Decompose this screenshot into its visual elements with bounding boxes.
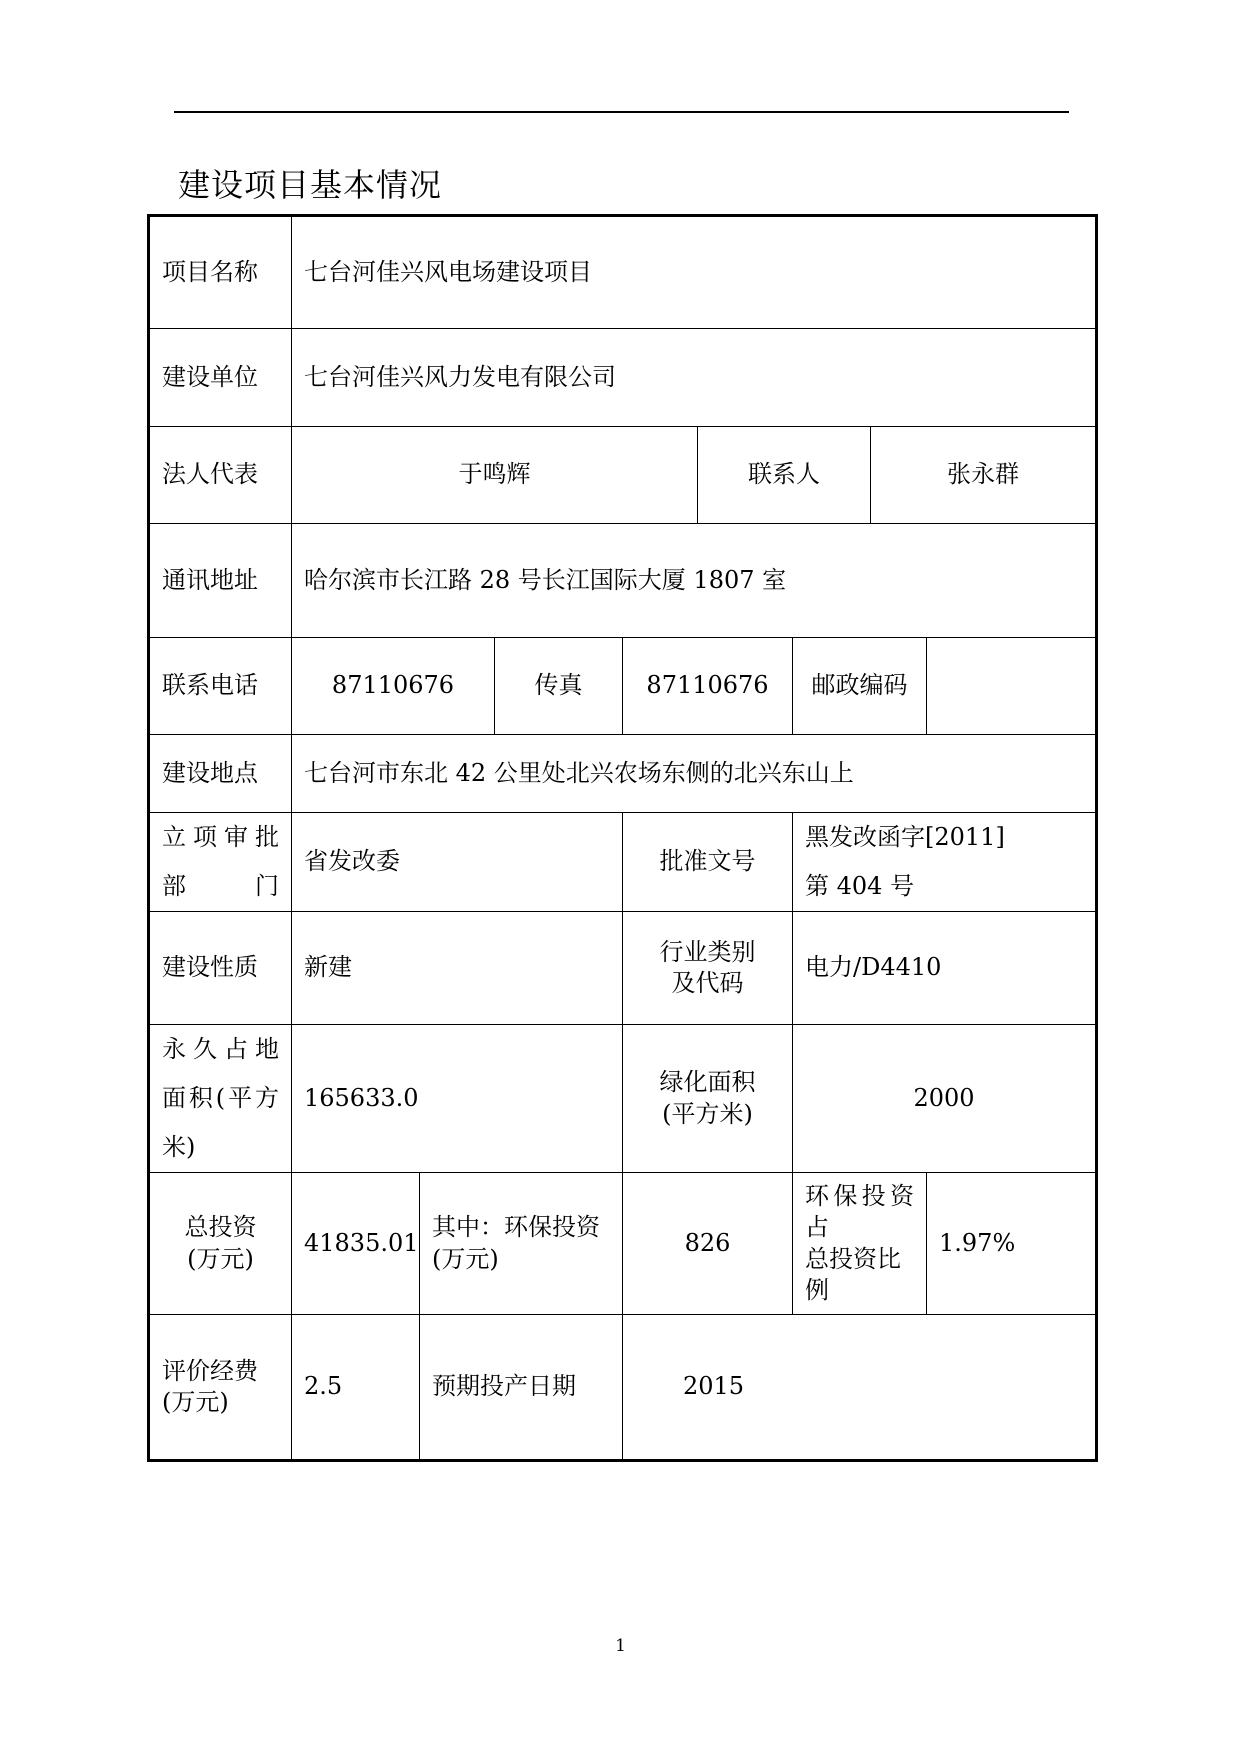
green-label-line-1: 绿化面积 xyxy=(659,1068,756,1097)
row-investment xyxy=(149,1173,1097,1315)
site-label: 建设地点 xyxy=(149,735,292,813)
investment-value: 41835.01 xyxy=(292,1173,420,1315)
production-date-label: 预期投产日期 xyxy=(420,1315,623,1461)
fax-value: 87110676 xyxy=(623,638,793,735)
row-nature xyxy=(149,912,1097,1025)
postcode-label: 邮政编码 xyxy=(793,638,927,735)
approval-label-line-2: 部 门 xyxy=(162,872,279,900)
address-label: 通讯地址 xyxy=(149,524,292,638)
legal-rep-value: 于鸣辉 xyxy=(292,427,698,524)
investment-label-line-1: 总投资 xyxy=(184,1213,257,1242)
env-ratio-label xyxy=(793,1173,927,1315)
land-label-line-2: 面积(平方 xyxy=(162,1084,279,1112)
env-ratio-label-line-1: 环保投资占 xyxy=(805,1182,914,1242)
address-value: 哈尔滨市长江路 28 号长江国际大厦 1807 室 xyxy=(292,524,1097,638)
green-value: 2000 xyxy=(793,1025,1097,1173)
approval-doc-value-line-1: 黑发改函字[2011] xyxy=(805,823,1005,851)
phone-value: 87110676 xyxy=(292,638,495,735)
fee-value: 2.5 xyxy=(292,1315,420,1461)
approval-label-line-1: 立项审批 xyxy=(162,823,279,851)
fee-label xyxy=(149,1315,292,1461)
row-legal-rep xyxy=(149,427,1097,524)
project-info-table xyxy=(147,214,1098,1462)
postcode-value xyxy=(927,638,1097,735)
industry-label-line-1: 行业类别 xyxy=(659,937,756,966)
nature-value: 新建 xyxy=(292,912,623,1025)
approval-doc-value xyxy=(793,813,1097,912)
builder-label: 建设单位 xyxy=(149,329,292,427)
approval-doc-label: 批准文号 xyxy=(623,813,793,912)
legal-rep-label: 法人代表 xyxy=(149,427,292,524)
env-ratio-value: 1.97% xyxy=(927,1173,1097,1315)
green-label xyxy=(623,1025,793,1173)
contact-label: 联系人 xyxy=(698,427,871,524)
env-investment-label xyxy=(420,1173,623,1315)
phone-label: 联系电话 xyxy=(149,638,292,735)
row-land xyxy=(149,1025,1097,1173)
contact-value: 张永群 xyxy=(871,427,1097,524)
header-rule xyxy=(174,111,1069,113)
env-investment-value: 826 xyxy=(623,1173,793,1315)
industry-label-line-2: 及代码 xyxy=(671,969,744,997)
land-label-line-1: 永久占地 xyxy=(162,1035,279,1063)
green-label-line-2: (平方米) xyxy=(662,1099,753,1128)
land-label-line-3: 米) xyxy=(162,1133,196,1161)
row-fee xyxy=(149,1315,1097,1461)
fee-label-line-2: (万元) xyxy=(162,1388,229,1416)
nature-label: 建设性质 xyxy=(149,912,292,1025)
production-date-value: 2015 xyxy=(623,1315,1097,1461)
row-phone xyxy=(149,638,1097,735)
row-builder xyxy=(149,329,1097,427)
page-title: 建设项目基本情况 xyxy=(178,166,443,204)
investment-label xyxy=(149,1173,292,1315)
fax-label: 传真 xyxy=(495,638,623,735)
row-project-name xyxy=(149,216,1097,329)
builder-value: 七台河佳兴风力发电有限公司 xyxy=(292,329,1097,427)
approval-value: 省发改委 xyxy=(292,813,623,912)
fee-label-line-1: 评价经费 xyxy=(162,1356,258,1385)
row-address xyxy=(149,524,1097,638)
row-site xyxy=(149,735,1097,813)
approval-label xyxy=(149,813,292,912)
project-name-label: 项目名称 xyxy=(149,216,292,329)
env-investment-label-line-2: (万元) xyxy=(432,1244,499,1273)
investment-label-line-2: (万元) xyxy=(187,1244,254,1273)
land-label xyxy=(149,1025,292,1173)
industry-value: 电力/D4410 xyxy=(793,912,1097,1025)
industry-label xyxy=(623,912,793,1025)
env-ratio-label-line-2: 总投资比例 xyxy=(805,1244,901,1304)
land-value: 165633.0 xyxy=(292,1025,623,1173)
project-name-value: 七台河佳兴风电场建设项目 xyxy=(292,216,1097,329)
site-value: 七台河市东北 42 公里处北兴农场东侧的北兴东山上 xyxy=(292,735,1097,813)
row-approval xyxy=(149,813,1097,912)
page-number: 1 xyxy=(615,1636,626,1656)
env-investment-label-line-1: 其中：环保投资 xyxy=(432,1213,600,1242)
approval-doc-value-line-2: 第 404 号 xyxy=(805,872,915,900)
